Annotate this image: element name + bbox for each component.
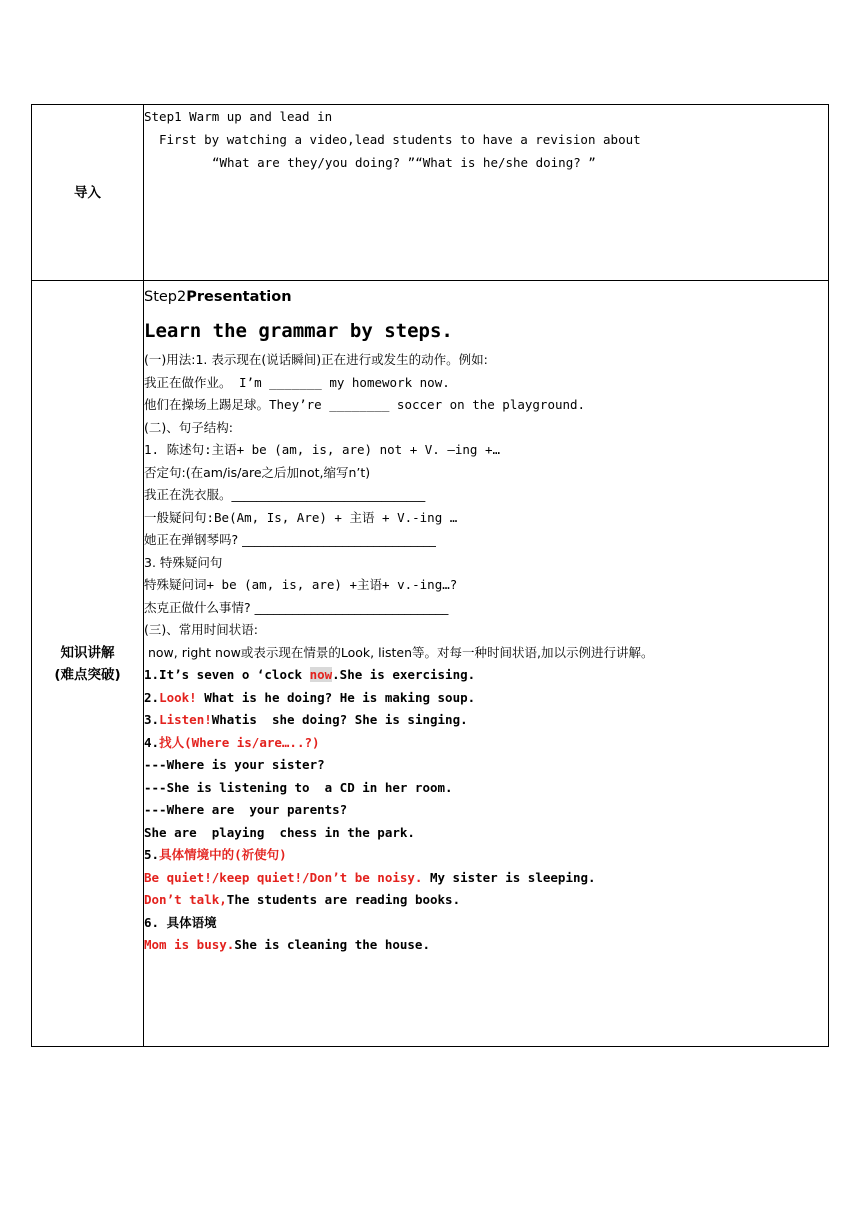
presentation-content [144, 281, 829, 1047]
example-4-num: 4. [144, 734, 160, 750]
example-2-look: Look! [159, 689, 197, 705]
example-5-line-1 [144, 867, 828, 890]
example-5-line-2 [144, 889, 828, 912]
example-homework: 我正在做作业。 I’m _______ my homework now. [144, 374, 450, 390]
example-1 [144, 664, 828, 687]
row-label-knowledge-line2: (难点突破) [54, 666, 121, 683]
example-5 [144, 844, 828, 867]
example-4-line-3: ---Where are your parents? [144, 802, 348, 817]
usage-line: (一)用法:1. 表示现在(说话瞬间)正在进行或发生的动作。例如: [144, 352, 488, 367]
example-3-num: 3. [144, 712, 160, 727]
example-piano: 她正在弹钢琴吗? _______________________________ [144, 532, 436, 547]
example-washing: 我正在洗衣服。_______________________________ [144, 487, 426, 502]
example-6-rest: She is cleaning the house. [234, 937, 430, 952]
row-label-knowledge [32, 281, 144, 1047]
example-2-rest: What is he doing? He is making soup. [196, 689, 476, 705]
grammar-heading: Learn the grammar by steps. [144, 320, 453, 342]
example-3 [144, 709, 828, 732]
negative-structure: 否定句:(在am/is/are之后加not,缩写n’t) [144, 464, 371, 480]
example-2 [144, 687, 828, 710]
step2-title [144, 281, 828, 313]
time-adverbial-description: now, right now或表示现在情景的Look, listen等。对每一种时间状语,加以示例进行讲解。 [144, 644, 654, 660]
example-3-rest: Whatis she doing? She is singing. [211, 712, 468, 727]
row-label-knowledge-line1: 知识讲解 [60, 644, 115, 661]
structure-heading: (二)、句子结构: [144, 419, 233, 435]
example-5a-rest: My sister is sleeping. [422, 869, 596, 885]
step1-description: First by watching a video,lead students to have a revision about [159, 132, 641, 147]
example-4-title: 找人(Where is/are…..?) [159, 734, 320, 750]
row-label-intro [32, 105, 144, 281]
warm-up-row [32, 105, 829, 281]
example-6-red: Mom is busy. [144, 937, 235, 952]
step2-bold: Presentation [186, 289, 292, 305]
example-1-now: now [309, 667, 333, 682]
example-jack: 杰克正做什么事情? _______________________________ [144, 599, 449, 615]
example-4-line-1: ---Where is your sister? [144, 757, 325, 772]
special-question-heading: 3. 特殊疑问句 [144, 554, 223, 570]
example-5b-rest: The students are reading books. [226, 892, 461, 907]
step1-questions: “What are they/you doing? ”“What is he/she doing? ” [212, 155, 596, 170]
step1-title: Step1 Warm up and lead in [144, 109, 333, 124]
special-question-structure: 特殊疑问词+ be (am, is, are) +主语+ v.-ing…? [144, 577, 458, 592]
presentation-row [32, 281, 829, 1047]
warm-up-content [144, 105, 829, 281]
row-label-intro-text: 导入 [74, 184, 101, 201]
time-adverbial-heading: (三)、常用时间状语: [144, 622, 258, 637]
example-6: 6. 具体语境 [144, 914, 217, 930]
lesson-plan-table [31, 104, 829, 1047]
example-5-title: 具体情境中的(祈使句) [159, 847, 287, 862]
step2-prefix: Step2 [144, 289, 187, 305]
yes-no-question-structure: 一般疑问句:Be(Am, Is, Are) + 主语 + V.-ing … [144, 509, 458, 525]
example-3-listen: Listen! [159, 712, 212, 727]
statement-structure: 1. 陈述句:主语+ be (am, is, are) not + V. –ing +… [144, 442, 500, 457]
example-5b-red: Don’t talk, [144, 892, 227, 907]
example-4 [144, 732, 828, 755]
example-5-num: 5. [144, 847, 160, 862]
example-soccer: 他们在操场上踢足球。They’re ________ soccer on the playground. [144, 397, 586, 412]
example-4-line-4: She are playing chess in the park. [144, 824, 415, 840]
example-4-line-2: ---She is listening to a CD in her room. [144, 779, 453, 795]
example-1-b: .She is exercising. [332, 667, 476, 682]
example-1-a: 1.It’s seven o ‘clock [144, 667, 310, 682]
example-2-num: 2. [144, 689, 160, 705]
example-6-line [144, 934, 828, 957]
example-5a-red: Be quiet!/keep quiet!/Don’t be noisy. [144, 869, 423, 885]
